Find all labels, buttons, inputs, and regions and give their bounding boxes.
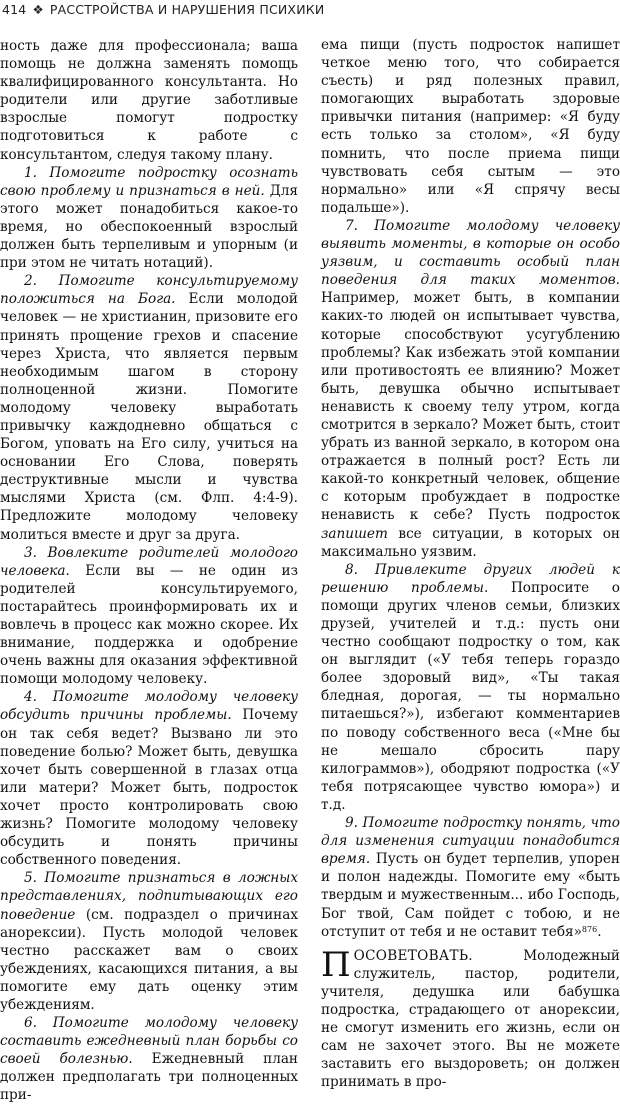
step-5-text: (см. подраздел о причинах анорексии). Пусть молодой человек честно расскажет вам о своих убеждениях, касающихся питания, а вы помогите ему дать оценку этим убеждениям. <box>0 906 298 1013</box>
advise-section-heading: ОСОВЕТОВАТЬ. <box>353 947 473 964</box>
step-9-heading: 9. Помогите подростку понять, что для изменения ситуации понадобится время. <box>321 815 620 868</box>
step-7-paragraph <box>321 217 620 561</box>
right-column <box>321 36 620 1091</box>
step-8-heading: 8. Привлеките других людей к решению проблемы. <box>321 561 620 596</box>
step-4-text: Почему он так себя ведет? Вызвано ли это поведение болью? Может быть, девушка хочет быть совершенной в глазах отца или матери? Может быть, подросток хочет просто контролировать свою жизнь? Помогите молодому человеку обсудить и понять причины собственного поведения. <box>0 707 298 869</box>
step-4-paragraph <box>0 688 298 869</box>
step-2-heading: 2. Помогите консультируемому положиться на Бога. <box>0 273 298 308</box>
step-3-heading: 3. Вовлеките родителей молодого человека. <box>0 544 298 579</box>
paragraph-continuation-right: ема пищи (пусть подросток напишет четкое меню того, что собирается съесть) и ряд полезных правил, помогающих выработать здоровые привычки питания (например: «Я буду есть только за столом», «Я буду помнить, что после приема пищи чувствовать себя сытым — это нормально» или «Я спрячу весы подальше»). <box>321 37 620 216</box>
running-title: РАССТРОЙСТВА И НАРУШЕНИЯ ПСИХИКИ <box>49 2 325 17</box>
advise-section-paragraph <box>321 944 620 1092</box>
step-4-heading: 4. Помогите молодому человеку обсудить причины проблемы. <box>0 689 298 724</box>
step-6-heading: 6. Помогите молодому человеку составить ежедневный план борьбы со своей болезнью. <box>0 1015 298 1068</box>
step-3-text: Если вы — не один из родителей консультируемого, постарайтесь проинформировать их и вовлечь в процесс как можно скорее. Их внимание, поддержка и одобрение очень важны для оказания эффективной помощи молодому человеку. <box>0 562 298 688</box>
step-8-text: Попросите о помощи других членов семьи, близких друзей, учителей и т.д.: пусть они честно сообщают подростку о том, как он выглядит («У тебя теперь гораздо более здоровый вид», «Ты такая бледная, дорогая, — ты нормально питаешься?»), избегают комментариев по поводу собственного веса («Мне бы не мешало сбросить пару килограммов»), ободряют подростка («У тебя потрясающее чувство юмора») и т.д. <box>321 579 620 813</box>
left-column <box>0 37 298 1105</box>
step-2-text: Если молодой человек — не христианин, призовите его принять прощение грехов и спасение через Христа, что является первым необходимым шагом в сторону полноценной жизни. Помогите молодому человеку выработать привычку каждодневно общаться с Богом, уповать на Его силу, учиться на основании Его Слова, поверять деструктивные мысли и чувства мыслями Христа (см. Флп. 4:4-9). Предложите молодому человеку молиться вместе и друг за друга. <box>0 291 298 543</box>
running-header <box>2 2 620 24</box>
drop-cap: П <box>321 944 351 985</box>
footnote-marker: 876 <box>581 924 598 934</box>
step-1-paragraph <box>0 164 298 273</box>
step-5-heading: 5. Помогите признаться в ложных представлениях, подпитывающих его поведение <box>0 870 298 923</box>
step-9-paragraph <box>321 814 620 941</box>
step-6-paragraph <box>0 1014 298 1104</box>
step-7-text-b: все ситуации, в которых он максимально уязвим. <box>321 525 620 560</box>
step-7-emphasis: запишет <box>321 525 388 542</box>
advise-section-text: Молодежный служитель, пастор, родители, учителя, дедушка или бабушка подростка, страдающего от анорексии, не смогут изменить его жизнь, если он сам не захочет этого. Вы не можете заставить его выздороветь; он должен принимать в про- <box>321 947 620 1091</box>
step-3-paragraph <box>0 544 298 689</box>
step-9-text: Пусть он будет терпелив, упорен и полон надежды. Помогите ему «быть твердым и мужественным... ибо Господь, Бог твой, Сам пойдет с тобою, и не отступит от тебя и не оставит тебя» <box>321 851 620 940</box>
step-7-text-a: Например, может быть, в компании каких-то людей он испытывает чувства, которые способствуют усугублению проблемы? Как избежать этой компании или противостоять ее влиянию? Может быть, девушка обычно испытывает ненависть к своему телу утром, когда смотрится в зеркало? Может быть, стоит убрать из ванной зеркало, в котором она отражается в полный рост? Есть ли какой-то конкретный человек, общение с которым пробуждает в подростке ненависть к себе? Пусть подросток <box>321 290 620 524</box>
step-7-heading: 7. Помогите молодому человеку выявить моменты, в которые он особо уязвим, и составить особый план поведения для таких моментов. <box>321 217 620 289</box>
step-6-text: Ежедневный план должен предполагать три полноценных при- <box>0 1051 298 1104</box>
step-1-heading: 1. Помогите подростку осознать свою проблему и признаться в ней. <box>0 164 298 199</box>
step-9-end: . <box>597 923 602 940</box>
page-number: 414 <box>2 2 27 17</box>
step-2-paragraph <box>0 272 298 543</box>
paragraph-continuation: ность даже для профессионала; ваша помощь не должна заменять помощь квалифицированного консультанта. Но родители или другие заботливые взрослые помогут подростку подготовиться к работе с консультантом, следуя такому плану. <box>0 38 298 163</box>
separator-icon: ❖ <box>32 2 44 17</box>
step-1-text: Для этого может понадобиться какое-то время, но обеспокоенный взрослый должен быть терпеливым и упорным (и при этом не читать нотаций). <box>0 182 298 272</box>
step-8-paragraph <box>321 561 620 814</box>
step-5-paragraph <box>0 869 298 1014</box>
